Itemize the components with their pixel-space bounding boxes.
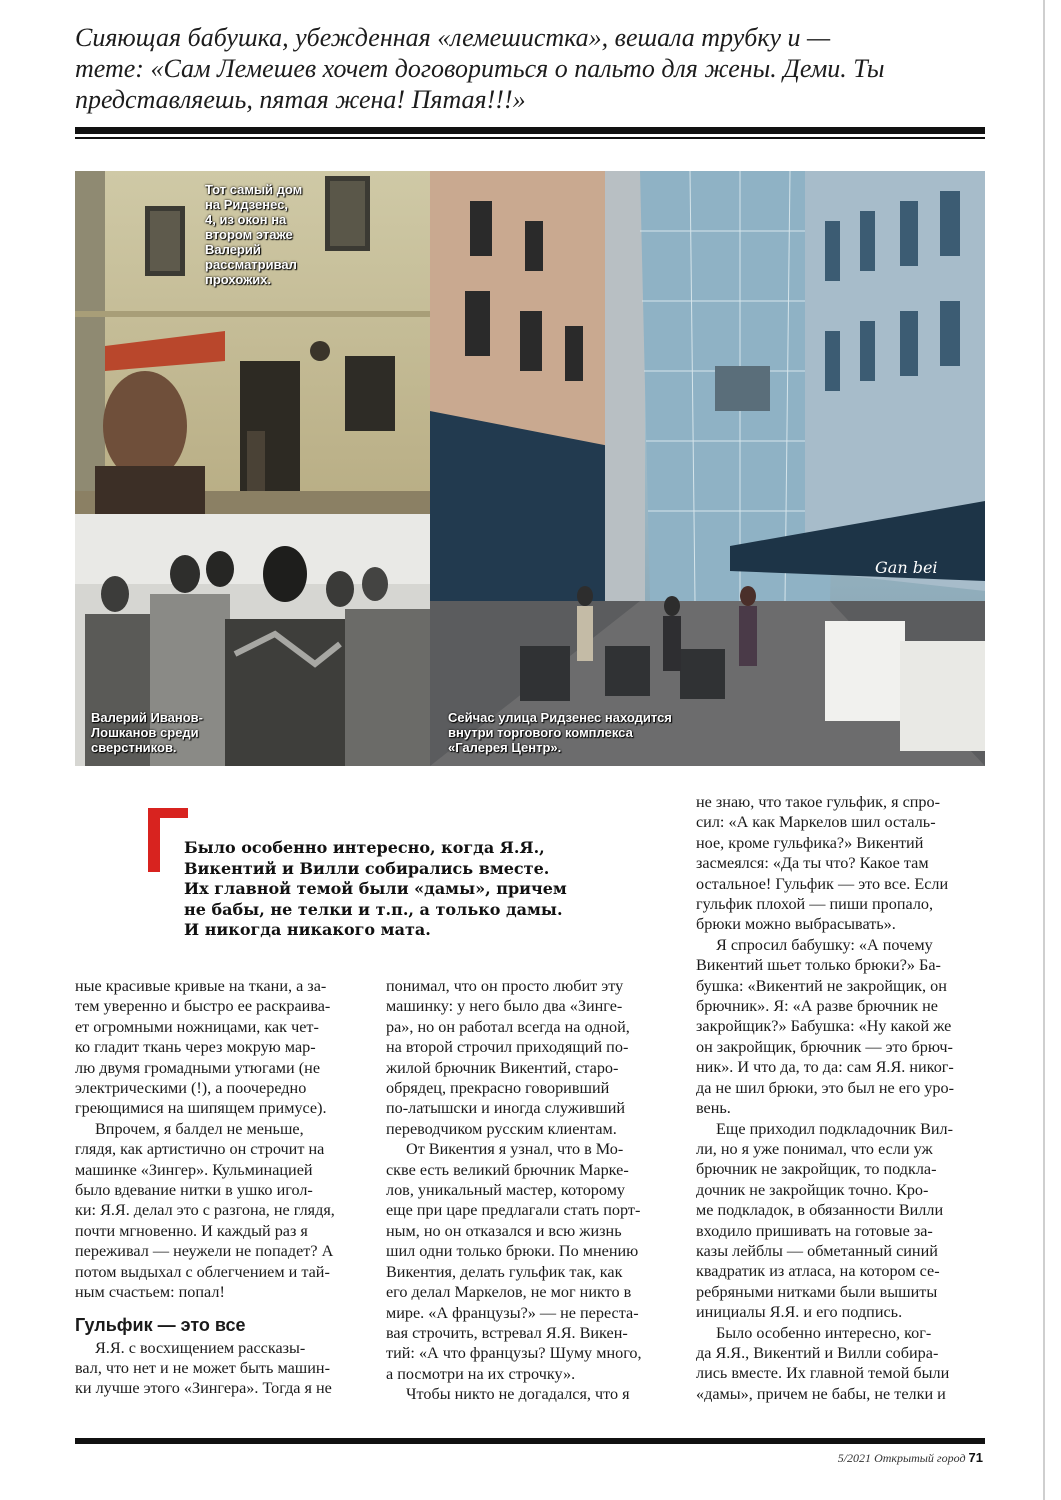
text-line: Викентия, делать гульфик так, как: [386, 1262, 623, 1281]
text-line: Было особенно интересно, ког-: [716, 1323, 932, 1342]
text-line: ное, кроме гульфика?» Викентий: [696, 833, 924, 852]
pull-quote: [184, 838, 567, 941]
caption-line: на Ридзенес,: [205, 197, 289, 212]
text-line: вая строчить, встревал Я.Я. Викен-: [386, 1323, 628, 1342]
text-line: электрическими (!), а поочередно: [75, 1079, 307, 1098]
text-line: остальное! Гульфик — это все. Если: [696, 874, 949, 893]
section-subhead: Гульфик — это все: [75, 1314, 246, 1335]
text-line: бушка: «Викентий не закройщик, он: [696, 976, 947, 995]
text-line: Я.Я. с восхищением рассказы-: [95, 1338, 306, 1357]
column-3: [696, 792, 954, 1404]
text-line: инициалы Я.Я. и его подпись.: [696, 1303, 903, 1322]
text-line: лись вместе. Их главной темой были: [696, 1364, 950, 1383]
column-1: [75, 976, 335, 1399]
text-line: а посмотри на их строчку».: [386, 1364, 576, 1383]
text-line: переводчиком русским клиентам.: [386, 1119, 617, 1138]
caption-line: 4, из окон на: [205, 212, 287, 227]
text-line: вень.: [696, 1099, 731, 1118]
text-line: ра», но он работал всегда на одной,: [386, 1017, 630, 1036]
text-line: еще при царе предлагали стать порт-: [386, 1201, 641, 1220]
text-line: лю двумя громадными утюгами (не: [75, 1058, 321, 1077]
text-line: шил одни только брюки. По мнению: [386, 1242, 639, 1261]
page-number: 71: [968, 1450, 983, 1465]
text-line: ки лучше этого «Зингера». Тогда я не: [75, 1379, 332, 1398]
text-line: «дамы», причем не бабы, не телки и: [696, 1384, 946, 1403]
top-rule-thin: [75, 137, 985, 139]
text-line: машинку: у него было два «Зинге-: [386, 997, 623, 1016]
text-line: квадратик из атласа, на котором се-: [696, 1262, 940, 1281]
text-line: гульфик плохой — пиши пропало,: [696, 895, 934, 914]
text-line: казы лейблы — обметанный синий: [696, 1241, 938, 1260]
caption-line: Лошканов среди: [91, 725, 199, 740]
caption-line: Валерий: [205, 242, 261, 257]
text-line: ник». И что да, то да: сам Я.Я. никог-: [696, 1058, 954, 1077]
text-line: машинке «Зингер». Кульминацией: [75, 1160, 313, 1179]
text-line: он закройщик, брючник — это брюч-: [696, 1037, 953, 1056]
text-line: тий: «А что французы? Шуму много,: [386, 1344, 642, 1363]
text-line: лов, уникальный мастер, которому: [386, 1181, 626, 1200]
caption-line: Сейчас улица Ридзенес находится: [448, 710, 672, 725]
text-line: почти мгновенно. И каждый раз я: [75, 1221, 308, 1240]
text-line: да не шил брюки, это был не его уро-: [696, 1078, 954, 1097]
text-line: брючник». Я: «А разве брючник не: [696, 997, 938, 1016]
text-line: ки: Я.Я. делал это с разгона, не глядя,: [75, 1201, 335, 1220]
text-line: было вдевание нитки в ушко игол-: [75, 1181, 313, 1200]
pull-quote-line: Викентий и Вилли собирались вместе.: [184, 858, 550, 878]
text-line: засмеялся: «Да ты что? Какое там: [696, 854, 929, 873]
text-line: ме подкладок, в обязанности Вилли: [696, 1201, 944, 1220]
text-line: входило пришивать на готовые за-: [696, 1221, 933, 1240]
column-2: [386, 976, 642, 1405]
caption-line: Тот самый дом: [205, 182, 303, 197]
text-line: жилой брючник Викентий, старо-: [386, 1058, 619, 1077]
text-line: скве есть великий брючник Марке-: [386, 1160, 629, 1179]
text-line: От Викентия я узнал, что в Мо-: [406, 1140, 624, 1159]
text-line: ко гладит ткань через мокрую мар-: [75, 1038, 316, 1057]
text-line: ребряными нитками были вышиты: [696, 1282, 938, 1301]
text-line: Впрочем, я балдел не меньше,: [95, 1119, 304, 1138]
issue-number: 5/2021: [837, 1451, 872, 1465]
text-line: вал, что нет и не может быть машин-: [75, 1358, 330, 1377]
text-line: переживал — неужели не попадет? А: [75, 1242, 334, 1261]
caption-line: внутри торгового комплекса: [448, 725, 633, 740]
caption-line: сверстников.: [91, 740, 177, 755]
caption-house: [205, 182, 302, 287]
text-line: брючник не закройщик, то подкла-: [696, 1160, 937, 1179]
text-line: греющимися на шипящем примусе).: [75, 1099, 327, 1118]
top-rule: [75, 127, 985, 134]
text-line: Чтобы никто не догадался, что я: [406, 1385, 630, 1404]
street-sign-text: Gan bei: [875, 558, 938, 577]
text-line: да Я.Я., Викентий и Вилли собира-: [696, 1343, 939, 1362]
text-line: брюки можно выбрасывать».: [696, 915, 896, 934]
caption-line: втором этаже: [205, 227, 293, 242]
text-line: потом выдыхал с облегчением и тай-: [75, 1262, 330, 1281]
text-line: по-латышски и иногда служивший: [386, 1099, 626, 1118]
page-edge-line: [1043, 0, 1045, 1500]
text-line: сил: «А как Маркелов шил осталь-: [696, 813, 936, 832]
text-line: ным счастьем: попал!: [75, 1283, 225, 1302]
magazine-name: Открытый город: [874, 1451, 966, 1465]
text-line: его делал Маркелов, не мог никто в: [386, 1283, 632, 1302]
caption-line: рассматривал: [205, 257, 297, 272]
text-line: ет огромными ножницами, как чет-: [75, 1017, 319, 1036]
text-line: Еще приходил подкладочник Вил-: [716, 1119, 954, 1138]
caption-line: Валерий Иванов-: [91, 710, 203, 725]
text-line: на второй строчил приходящий по-: [386, 1038, 629, 1057]
lead-line: представляешь, пятая жена! Пятая!!!»: [75, 85, 526, 114]
text-line: тем уверенно и быстро ее раскраива-: [75, 997, 331, 1016]
bottom-rule: [75, 1438, 985, 1444]
text-line: ные красивые кривые на ткани, а за-: [75, 977, 327, 995]
text-line: ли, но я уже понимал, что если уж: [696, 1139, 933, 1158]
text-line: Викентий шьет только брюки?» Ба-: [696, 956, 941, 975]
text-line: глядя, как артистично он строчит на: [75, 1140, 325, 1159]
caption-line: прохожих.: [205, 272, 272, 287]
text-line: ным, но он отказался и всю жизнь: [386, 1221, 622, 1240]
pull-quote-line: Их главной темой были «дамы», причем: [184, 879, 567, 898]
text-line: закройщик?» Бабушка: «Ну какой же: [696, 1017, 952, 1036]
pull-quote-line: Было особенно интересно, когда Я.Я.,: [184, 838, 545, 857]
caption-street: [448, 710, 672, 755]
pull-quote-line: не бабы, не телки и т.п., а только дамы.: [184, 899, 563, 919]
caption-line: «Галерея Центр».: [448, 740, 562, 755]
lead-line: тете: «Сам Лемешев хочет договориться о пальто для жены. Деми. Ты: [75, 54, 885, 83]
pull-quote-line: И никогда никакого мата.: [184, 920, 431, 939]
lead-quote: [75, 22, 990, 115]
text-line: мире. «А французы?» — не переста-: [386, 1303, 639, 1322]
text-line: понимал, что он просто любит эту: [386, 977, 624, 995]
photo-street: [430, 171, 985, 766]
text-line: обрядец, прекрасно говоривший: [386, 1079, 610, 1098]
caption-peers: [91, 710, 203, 755]
lead-line: Сияющая бабушка, убежденная «лемешистка», вешала трубку и —: [75, 23, 831, 52]
text-line: дочник не закройщик точно. Кро-: [696, 1180, 929, 1199]
text-line: Я спросил бабушку: «А почему: [716, 935, 933, 954]
red-bracket-icon: [148, 808, 188, 872]
page-footer: [838, 1450, 983, 1466]
text-line: не знаю, что такое гульфик, я спро-: [696, 793, 940, 811]
